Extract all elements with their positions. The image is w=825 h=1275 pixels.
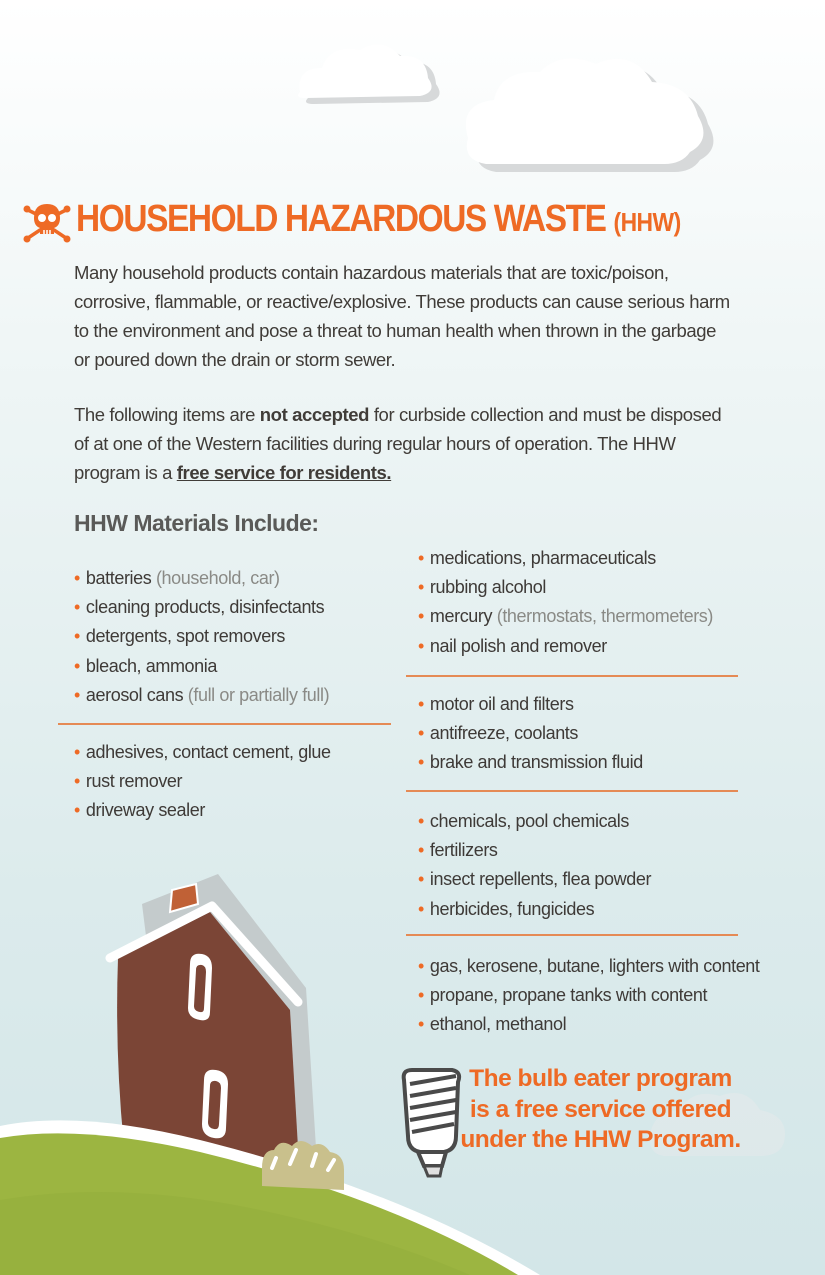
bullet: •	[418, 985, 424, 1006]
bulb-eater-note: The bulb eater program is a free service offered under the HHW Program.	[460, 1065, 741, 1153]
list-item: • chemicals, pool chemicals	[418, 811, 629, 831]
divider	[406, 790, 738, 792]
notice-paragraph	[74, 400, 734, 487]
bullet: •	[418, 898, 424, 919]
notice-bold: not accepted	[259, 404, 370, 425]
list-item: • brake and transmission fluid	[418, 752, 643, 773]
title-suffix: (HHW)	[613, 207, 681, 237]
list-item: • cleaning products, disinfectants	[74, 597, 325, 618]
list-item: • motor oil and filters	[418, 694, 574, 714]
bullet: •	[418, 606, 424, 627]
divider	[406, 934, 738, 936]
bullet: •	[418, 956, 424, 976]
bullet: •	[418, 577, 424, 598]
list-item: • rubbing alcohol	[418, 577, 546, 598]
title-main: HOUSEHOLD HAZARDOUS WASTE	[76, 198, 606, 240]
right-group-3	[418, 807, 651, 924]
bullet: •	[74, 684, 80, 705]
bullet: •	[74, 597, 80, 618]
list-item: • insect repellents, flea powder	[418, 869, 652, 890]
bullet: •	[418, 752, 424, 773]
left-group-2	[74, 738, 331, 826]
bullet: •	[74, 742, 80, 762]
bullet: •	[74, 771, 80, 792]
list-item: • mercury (thermostats, thermometers)	[418, 606, 713, 627]
divider	[58, 723, 391, 725]
divider	[406, 675, 738, 677]
bullet: •	[418, 723, 424, 744]
list-item: • fertilizers	[418, 840, 498, 861]
bullet: •	[74, 568, 80, 588]
list-item: • medications, pharmaceuticals	[418, 548, 656, 568]
list-item: • herbicides, fungicides	[418, 898, 595, 919]
list-item: • ethanol, methanol	[418, 1014, 567, 1035]
bullet: •	[418, 635, 424, 656]
bullet: •	[418, 548, 424, 568]
bullet: •	[74, 800, 80, 821]
list-item: • detergents, spot removers	[74, 626, 286, 647]
list-item: • nail polish and remover	[418, 635, 607, 656]
bullet: •	[74, 655, 80, 676]
notice-underline: free service for residents.	[176, 462, 392, 483]
list-item: • adhesives, contact cement, glue	[74, 742, 331, 762]
bullet: •	[418, 694, 424, 714]
list-item: • rust remover	[74, 771, 183, 792]
list-item: • bleach, ammonia	[74, 655, 217, 676]
right-group-2	[418, 690, 643, 778]
notice-text-1: The following items are	[74, 404, 260, 425]
bullet: •	[418, 869, 424, 890]
list-item: • driveway sealer	[74, 800, 205, 821]
list-item: • batteries (household, car)	[74, 568, 280, 588]
right-group-4	[418, 952, 760, 1040]
list-item: • gas, kerosene, butane, lighters with content	[418, 956, 760, 976]
bullet: •	[74, 626, 80, 647]
title-row	[22, 198, 812, 250]
left-group-1	[74, 564, 329, 710]
bullet: •	[418, 840, 424, 861]
bullet: •	[418, 811, 424, 831]
notice-text-2: for curbside collection and must be disposed of at one of the Western facilities during regular hours of operation. The HHW program is a	[74, 404, 722, 483]
list-item: • antifreeze, coolants	[418, 723, 579, 744]
list-item: • aerosol cans (full or partially full)	[74, 684, 330, 705]
page-title	[76, 198, 681, 241]
list-item: • propane, propane tanks with content	[418, 985, 708, 1006]
intro-paragraph: Many household products contain hazardous materials that are toxic/poison, corrosive, flammable, or reactive/explosive. These products can cause serious harm to the environment and pose a threat to human health when thrown in the garbage or poured down the drain or storm sewer.	[74, 262, 730, 370]
materials-heading: HHW Materials Include:	[74, 510, 319, 536]
right-group-1	[418, 544, 713, 661]
skull-crossbones-icon	[22, 200, 72, 248]
bullet: •	[418, 1014, 424, 1035]
